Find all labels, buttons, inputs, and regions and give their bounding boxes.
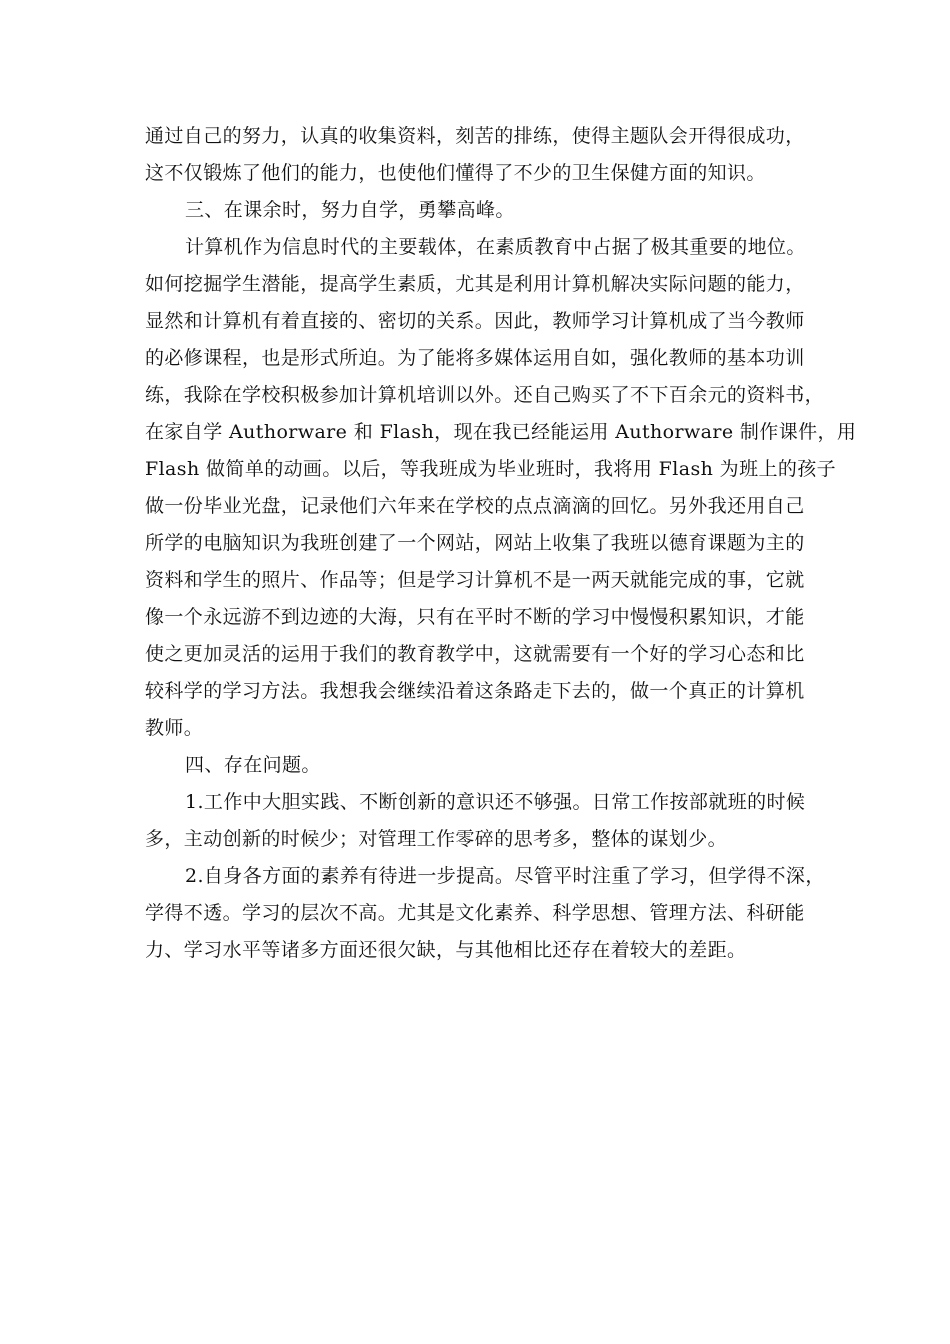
text-line: 这不仅锻炼了他们的能力，也使他们懂得了不少的卫生保健方面的知识。 [145,162,766,184]
text-line: 力、学习水平等诸多方面还很欠缺，与其他相比还存在着较大的差距。 [145,939,747,961]
text-line: 学得不透。学习的层次不高。尤其是文化素养、科学思想、管理方法、科研能 [145,902,805,924]
text-line: Flash 做简单的动画。以后，等我班成为毕业班时，我将用 Flash 为班上的孩子 [145,458,837,480]
text-line: 像一个永远游不到边迹的大海，只有在平时不断的学习中慢慢积累知识，才能 [145,606,805,628]
section-heading: 四、存在问题。 [185,754,321,776]
text-line: 如何挖掘学生潜能，提高学生素质，尤其是利用计算机解决实际问题的能力， [145,273,805,295]
text-line: 在家自学 Authorware 和 Flash，现在我已经能运用 Authorware 制作课件，用 [145,421,857,443]
text-line: 的必修课程，也是形式所迫。为了能将多媒体运用自如，强化教师的基本功训 [145,347,805,369]
document-body [145,118,857,969]
text-line: 所学的电脑知识为我班创建了一个网站，网站上收集了我班以德育课题为主的 [145,532,805,554]
text-line: 做一份毕业光盘，记录他们六年来在学校的点点滴滴的回忆。另外我还用自己 [145,495,805,517]
text-line: 资料和学生的照片、作品等；但是学习计算机不是一两天就能完成的事，它就 [145,569,805,591]
text-line: 教师。 [145,717,204,739]
text-line: 通过自己的努力，认真的收集资料，刻苦的排练，使得主题队会开得很成功， [145,125,805,147]
text-line: 计算机作为信息时代的主要载体，在素质教育中占据了极其重要的地位。 [185,236,806,258]
text-line: 2.自身各方面的素养有待进一步提高。尽管平时注重了学习，但学得不深， [185,865,825,887]
text-line: 1.工作中大胆实践、不断创新的意识还不够强。日常工作按部就班的时候 [185,791,806,813]
text-line: 多，主动创新的时候少；对管理工作零碎的思考多，整体的谋划少。 [145,828,728,850]
text-line: 练，我除在学校积极参加计算机培训以外。还自己购买了不下百余元的资料书， [145,384,825,406]
text-line: 较科学的学习方法。我想我会继续沿着这条路走下去的，做一个真正的计算机 [145,680,805,702]
text-line: 使之更加灵活的运用于我们的教育教学中，这就需要有一个好的学习心态和比 [145,643,805,665]
section-heading: 三、在课余时，努力自学，勇攀高峰。 [185,199,515,221]
text-line: 显然和计算机有着直接的、密切的关系。因此，教师学习计算机成了当今教师 [145,310,805,332]
